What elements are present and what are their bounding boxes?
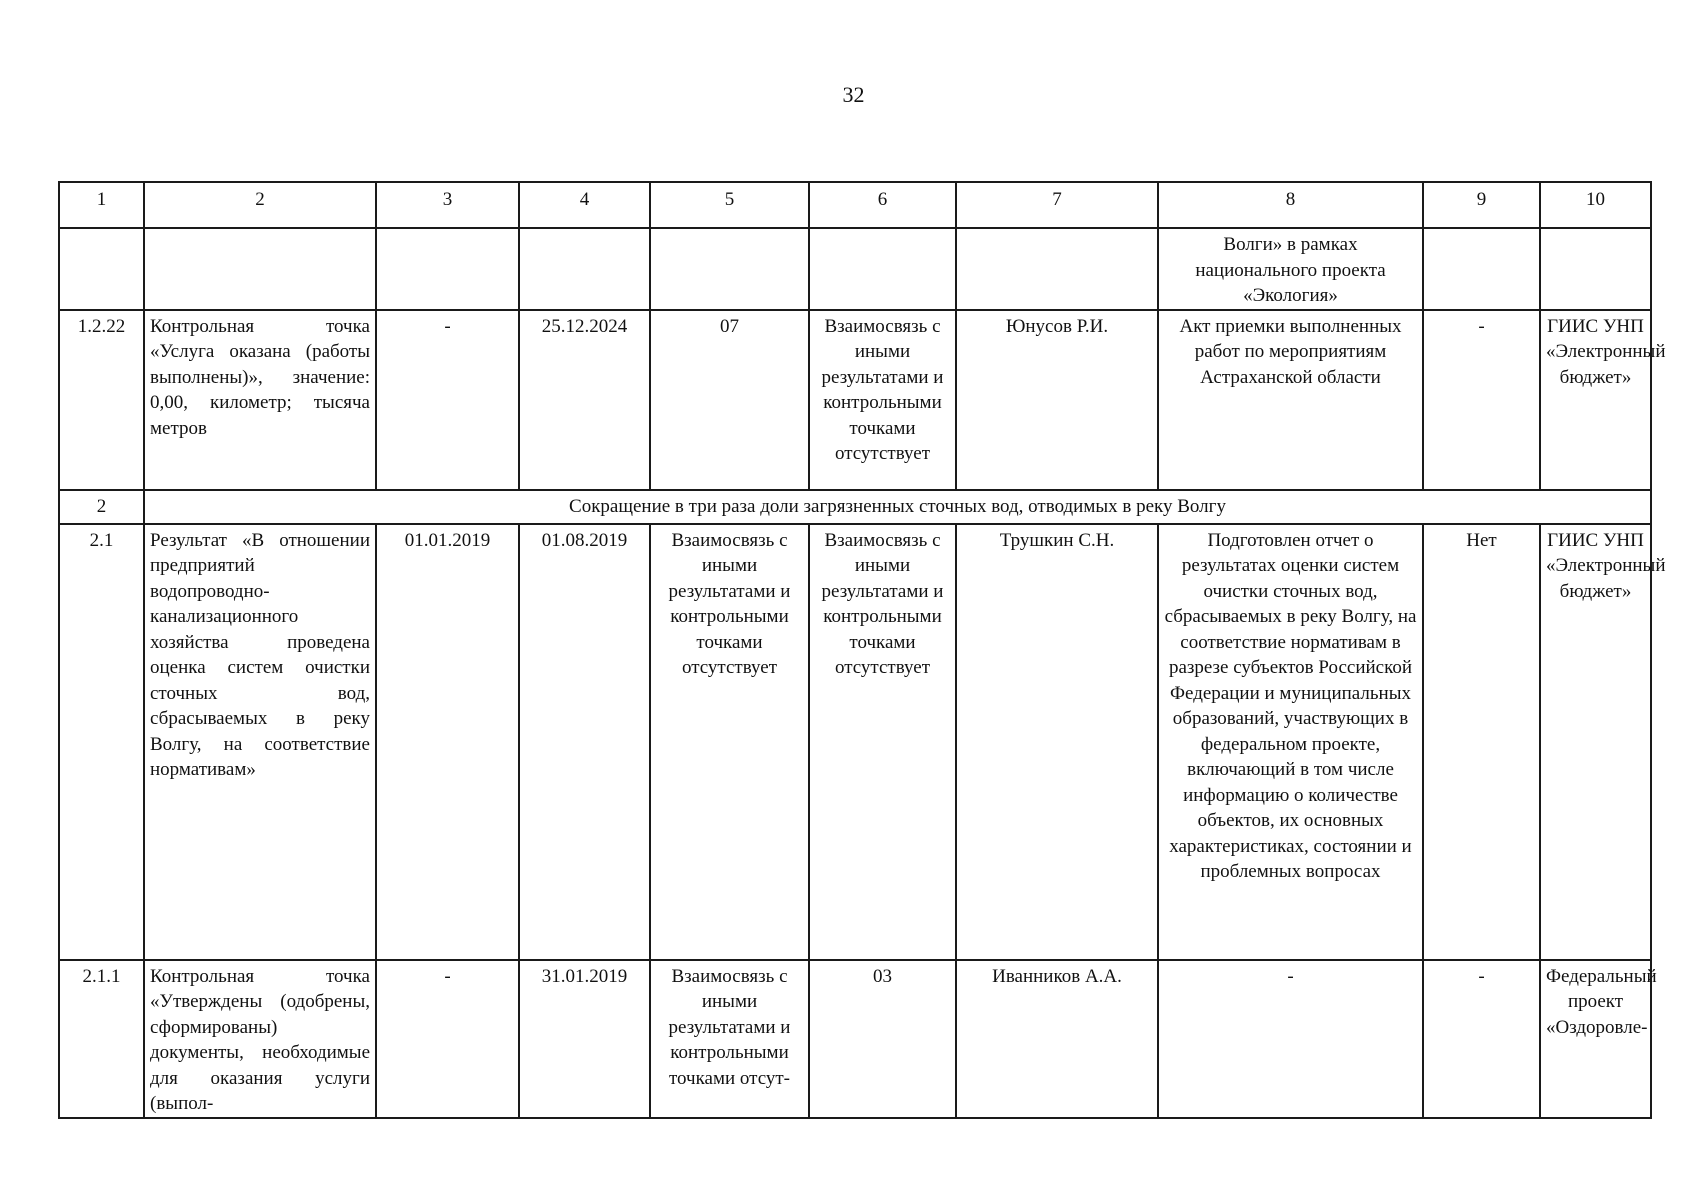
row-col6 [809, 228, 956, 310]
row-name [144, 228, 376, 310]
row-document: - [1158, 960, 1423, 1118]
section-number: 2 [59, 490, 144, 524]
row-responsible: Трушкин С.Н. [956, 524, 1158, 960]
row-col6: Взаимосвязь с иными результатами и контрольными точками отсутствует [809, 524, 956, 960]
row-end-date: 25.12.2024 [519, 310, 650, 490]
row-start-date [376, 228, 519, 310]
row-col9: - [1423, 310, 1540, 490]
row-system: ГИИС УНП «Электронный бюджет» [1540, 524, 1651, 960]
row-start-date: - [376, 310, 519, 490]
table-row [59, 228, 1651, 310]
row-system: Федеральный проект «Оздоровле- [1540, 960, 1651, 1118]
row-name: Контрольная точка «Утверждены (одобрены, сформированы) документы, необходимые для оказания услуги (выпол- [144, 960, 376, 1118]
row-start-date: 01.01.2019 [376, 524, 519, 960]
row-col9: - [1423, 960, 1540, 1118]
row-system [1540, 228, 1651, 310]
header-cell: 2 [144, 182, 376, 228]
row-document: Акт приемки выполненных работ по мероприятиям Астраханской области [1158, 310, 1423, 490]
table-row [59, 524, 1651, 960]
row-number [59, 228, 144, 310]
row-col5: 07 [650, 310, 809, 490]
table-row [59, 310, 1651, 490]
table-row [59, 960, 1651, 1118]
row-number: 2.1.1 [59, 960, 144, 1118]
section-row [59, 490, 1651, 524]
row-col6: Взаимосвязь с иными результатами и контрольными точками отсутствует [809, 310, 956, 490]
header-cell: 5 [650, 182, 809, 228]
row-system: ГИИС УНП «Электронный бюджет» [1540, 310, 1651, 490]
header-cell: 8 [1158, 182, 1423, 228]
header-cell: 4 [519, 182, 650, 228]
table-header-row [59, 182, 1651, 228]
row-col5: Взаимосвязь с иными результатами и контрольными точками отсут- [650, 960, 809, 1118]
header-cell: 6 [809, 182, 956, 228]
row-responsible: Юнусов Р.И. [956, 310, 1158, 490]
row-end-date: 31.01.2019 [519, 960, 650, 1118]
row-col9 [1423, 228, 1540, 310]
document-table [58, 181, 1666, 1119]
row-end-date: 01.08.2019 [519, 524, 650, 960]
row-responsible [956, 228, 1158, 310]
row-col9: Нет [1423, 524, 1540, 960]
page-number: 32 [842, 82, 865, 107]
row-col5: Взаимосвязь с иными результатами и контрольными точками отсутствует [650, 524, 809, 960]
row-end-date [519, 228, 650, 310]
row-document: Волги» в рамках национального проекта «Экология» [1158, 228, 1423, 310]
row-col5 [650, 228, 809, 310]
header-cell: 9 [1423, 182, 1540, 228]
header-cell: 10 [1540, 182, 1651, 228]
header-cell: 3 [376, 182, 519, 228]
row-responsible: Иванников А.А. [956, 960, 1158, 1118]
header-cell: 1 [59, 182, 144, 228]
header-cell: 7 [956, 182, 1158, 228]
row-number: 1.2.22 [59, 310, 144, 490]
row-name: Результат «В отношении предприятий водопроводно-канализационного хозяйства проведена оценка систем очистки сточных вод, сбрасываемых в реку Волгу, на соответствие нормативам» [144, 524, 376, 960]
row-number: 2.1 [59, 524, 144, 960]
row-name: Контрольная точка «Услуга оказана (работы выполнены)», значение: 0,00, километр; тысяча метров [144, 310, 376, 490]
row-document: Подготовлен отчет о результатах оценки систем очистки сточных вод, сбрасываемых в реку Волгу, на соответствие нормативам в разрезе субъектов Российской Федерации и муниципальных образований, участвующих в федеральном проекте, включающий в том числе информацию о количестве объектов, их основных характеристиках, состоянии и проблемных вопросах [1158, 524, 1423, 960]
row-start-date: - [376, 960, 519, 1118]
row-col6: 03 [809, 960, 956, 1118]
section-title: Сокращение в три раза доли загрязненных сточных вод, отводимых в реку Волгу [144, 490, 1651, 524]
